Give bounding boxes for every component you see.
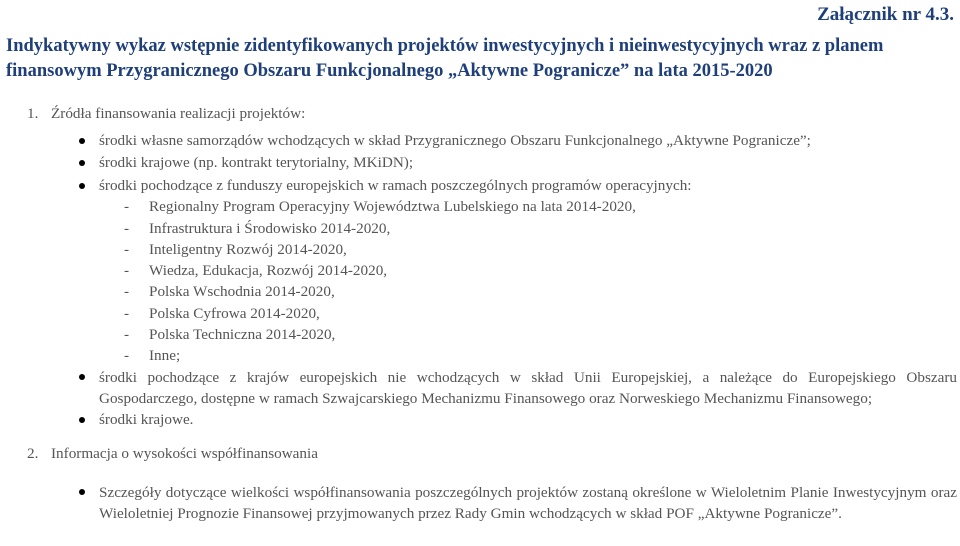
- dash-marker: -: [124, 262, 130, 279]
- bullet-item: środki własne samorządów wchodzących w skład Przygranicznego Obszaru Funkcjonalnego „Aktywne Pogranicze”;: [99, 132, 811, 149]
- program-item: Inne;: [149, 347, 181, 364]
- bullet-item: Szczegóły dotyczące wielkości współfinansowania poszczególnych projektów zostaną określone w Wieloletnim Planie Inwestycyjnym oraz Wieloletniej Prognozie Finansowej przyjmowanych przez Rady Gmin wchodzących w skład POF „Aktywne Pogranicze”.: [99, 484, 957, 522]
- dash-marker: -: [124, 305, 130, 322]
- section2-number: 2.: [27, 445, 39, 462]
- dash-marker: -: [124, 347, 130, 364]
- bullet-icon: [79, 183, 85, 189]
- bullet-icon: [79, 417, 85, 423]
- program-item: Inteligentny Rozwój 2014-2020,: [149, 241, 347, 258]
- section2-heading: Informacja o wysokości współfinansowania: [51, 445, 318, 462]
- section1-number: 1.: [27, 105, 39, 122]
- program-item: Polska Techniczna 2014-2020,: [149, 326, 336, 343]
- program-item: Polska Cyfrowa 2014-2020,: [149, 305, 320, 322]
- annex-label: Załącznik nr 4.3.: [817, 4, 954, 25]
- program-item: Regionalny Program Operacyjny Województwa Lubelskiego na lata 2014-2020,: [149, 198, 636, 215]
- dash-marker: -: [124, 241, 130, 258]
- section1-heading: Źródła finansowania realizacji projektów:: [51, 105, 306, 122]
- dash-marker: -: [124, 326, 130, 343]
- bullet-item: środki pochodzące z krajów europejskich nie wchodzących w skład Unii Europejskiej, a należące do Europejskiego Obszaru Gospodarczego, dostępne w ramach Szwajcarskiego Mechanizmu Finansowego oraz Norweskiego Mechanizmu Finansowego;: [99, 369, 957, 407]
- bullet-icon: [79, 374, 85, 380]
- bullet-icon: [79, 489, 85, 495]
- dash-marker: -: [124, 220, 130, 237]
- dash-marker: -: [124, 198, 130, 215]
- program-item: Wiedza, Edukacja, Rozwój 2014-2020,: [149, 262, 388, 279]
- document-title: Indykatywny wykaz wstępnie zidentyfikowanych projektów inwestycyjnych i nieinwestycyjnych wraz z planem finansowym Przygranicznego Obszaru Funkcjonalnego „Aktywne Pogranicze” na lata 2015-2020: [6, 36, 884, 81]
- bullet-icon: [79, 160, 85, 166]
- dash-marker: -: [124, 283, 130, 300]
- bullet-icon: [79, 138, 85, 144]
- program-item: Infrastruktura i Środowisko 2014-2020,: [149, 220, 391, 237]
- bullet-item: środki krajowe (np. kontrakt terytorialny, MKiDN);: [99, 154, 414, 171]
- program-item: Polska Wschodnia 2014-2020,: [149, 283, 335, 300]
- bullet-item: środki pochodzące z funduszy europejskich w ramach poszczególnych programów operacyjnych:: [99, 177, 692, 194]
- bullet-item: środki krajowe.: [99, 411, 194, 428]
